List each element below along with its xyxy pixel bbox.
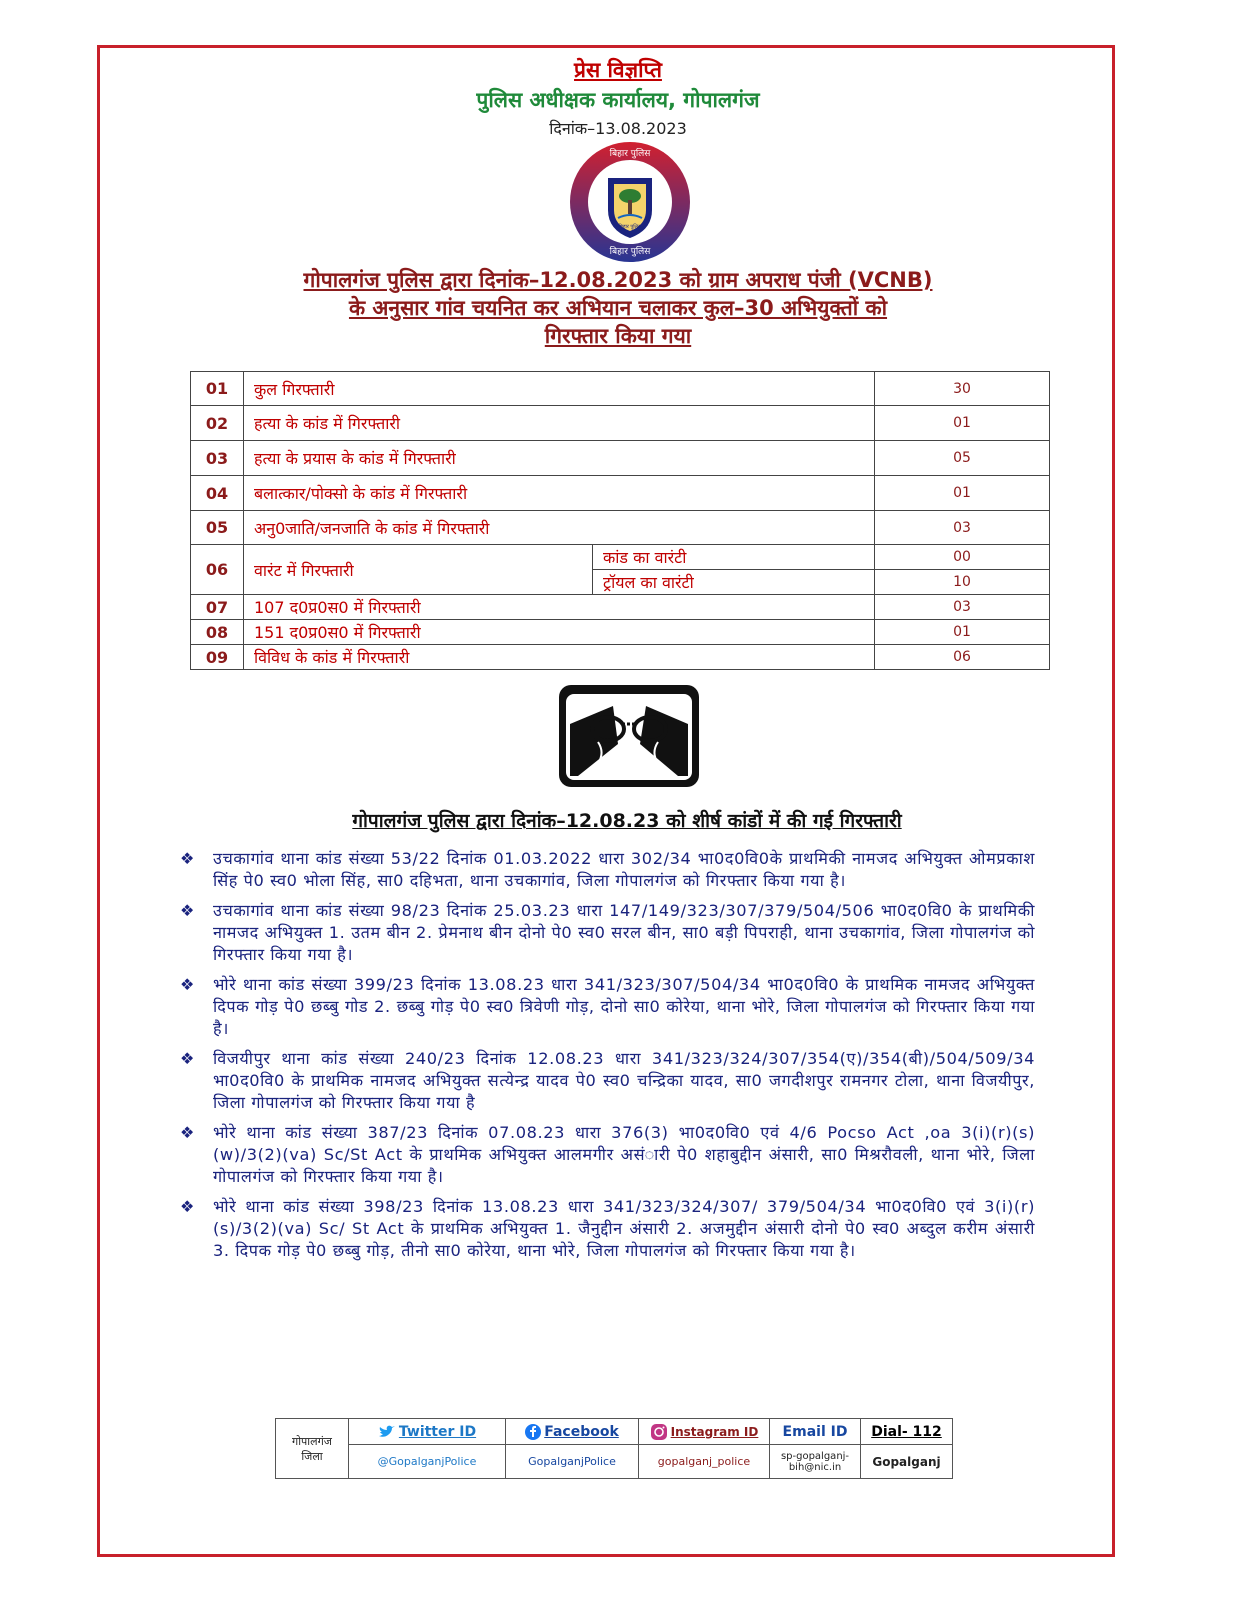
row-value: 03 [875,511,1050,545]
facebook-icon [525,1424,541,1440]
warrant-sub-value: 00 [875,545,1050,570]
warrant-sub-label: ट्रॉयल का वारंटी [593,570,875,595]
dial-label: Dial- 112 [871,1423,942,1440]
row-number: 05 [191,511,244,545]
row-label: हत्या के प्रयास के कांड में गिरफ्तारी [244,441,875,476]
list-item-text: भोरे थाना कांड संख्या 387/23 दिनांक 07.08.23 धारा 376(3) भा0द0वि0 एवं 4/6 Pocso Act ,oa 3(i)(r)(s)(w)/3(2)(va) Sc/St Act के प्राथमिक अभियुक्त आलमगीर असंारी पे0 शहाबुद्दीन अंसारी, सा0 मिश्ररौवली, थाना भोरे, जिला गोपालगंज को गिरफ्तार किया गया है। [213,1123,1035,1186]
warrant-sub-value: 10 [875,570,1050,595]
press-release-title: प्रेस विज्ञप्ति [574,58,662,82]
list-item [180,1122,1035,1188]
twitter-handle[interactable]: @GopalganjPolice [349,1445,506,1479]
row-number: 01 [191,372,244,406]
row-number: 09 [191,645,244,670]
list-item [180,900,1035,966]
district-line-1: गोपालगंज [292,1434,332,1448]
arrest-list [180,848,1035,1270]
instagram-link[interactable] [639,1419,770,1445]
email-label: Email ID [782,1423,848,1440]
list-item [180,974,1035,1040]
row-label: वारंट में गिरफ्तारी [244,545,593,595]
instagram-handle[interactable]: gopalganj_police [639,1445,770,1479]
table-row [191,372,1050,406]
row-number: 02 [191,406,244,441]
row-label: कुल गिरफ्तारी [244,372,875,406]
instagram-label: Instagram ID [670,1424,759,1439]
headline-line-2: के अनुसार गांव चयनित कर अभियान चलाकर कुल–30 अभियुक्तों को [348,296,888,320]
list-item-text: भोरे थाना कांड संख्या 398/23 दिनांक 13.08.23 धारा 341/323/324/307/ 379/504/34 भा0द0वि0 एवं 3(i)(r)(s)/3(2)(va) Sc/ St Act के प्राथमिक अभियुक्त 1. जैनुद्दीन अंसारी 2. अजमुद्दीन अंसारी दोनो पे0 स्व0 अब्दुल करीम अंसारी 3. दिपक गोड़ पे0 छब्बु गोड़, तीनो सा0 कोरेया, थाना भोरे, जिला गोपालगंज को गिरफ्तार किया गया है। [213,1197,1035,1260]
facebook-label: Facebook [544,1423,619,1440]
list-item [180,1196,1035,1262]
logo-inner-text: बिहार पुलिस [618,224,642,230]
headline-line-3: गिरफ्तार किया गया [544,324,692,348]
handcuffs-icon [558,684,700,788]
bullet-icon: ❖ [180,1123,195,1142]
twitter-label: Twitter ID [398,1423,477,1440]
office-name: पुलिस अधीक्षक कार्यालय, गोपालगंज [476,88,760,112]
row-label: 151 द0प्र0स0 में गिरफ्तारी [244,620,875,645]
section-title: गोपालगंज पुलिस द्वारा दिनांक–12.08.23 को शीर्ष कांडों में की गई गिरफ्तारी [352,810,902,832]
row-label: विविध के कांड में गिरफ्तारी [244,645,875,670]
row-number: 08 [191,620,244,645]
headline-line-1: गोपालगंज पुलिस द्वारा दिनांक–12.08.2023 को ग्राम अपराध पंजी (VCNB) [303,268,933,292]
dial-value[interactable]: Gopalganj [861,1445,953,1479]
row-number: 07 [191,595,244,620]
bullet-icon: ❖ [180,1197,195,1216]
table-row [191,406,1050,441]
bullet-icon: ❖ [180,901,195,920]
row-number: 03 [191,441,244,476]
email-link[interactable] [770,1419,861,1445]
list-item-text: उचकागांव थाना कांड संख्या 98/23 दिनांक 25.03.23 धारा 147/149/323/307/379/504/506 भा0द0वि0 के प्राथमिकी नामजद अभियुक्त 1. उतम बीन 2. प्रेमनाथ बीन दोनो पे0 स्व0 सरल बीन, सा0 बड़ी पिपराही, थाना उचकागांव, जिला गोपालगंज को गिरफ्तार किया गया है। [213,901,1035,964]
list-item-text: भोरे थाना कांड संख्या 399/23 दिनांक 13.08.23 धारा 341/323/307/504/34 भा0द0वि0 के प्राथमिक नामजद अभियुक्त दिपक गोड़ पे0 छब्बु गोड 2. छब्बु गोड़ पे0 स्व0 त्रिवेणी गोड़, दोनो सा0 कोरेया, थाना भोरे, जिला गोपालगंज को गिरफ्तार किया गया है। [213,975,1035,1038]
row-value: 03 [875,595,1050,620]
table-row [191,511,1050,545]
district-line-2: जिला [301,1449,323,1463]
row-label: बलात्कार/पोक्सो के कांड में गिरफ्तारी [244,476,875,511]
headline [260,266,976,350]
row-label: हत्या के कांड में गिरफ्तारी [244,406,875,441]
row-label: अनु0जाति/जनजाति के कांड में गिरफ्तारी [244,511,875,545]
footer-header-row [276,1419,953,1445]
table-row-warrant [191,545,1050,570]
row-number: 04 [191,476,244,511]
list-item [180,848,1035,892]
instagram-icon [650,1423,668,1441]
bullet-icon: ❖ [180,1049,195,1068]
facebook-handle[interactable]: GopalganjPolice [506,1445,639,1479]
table-row [191,595,1050,620]
warrant-sub-label: कांड का वारंटी [593,545,875,570]
facebook-link[interactable] [506,1419,639,1445]
list-item-text: विजयीपुर थाना कांड संख्या 240/23 दिनांक 12.08.23 धारा 341/323/324/307/354(ए)/354(बी)/504/509/34 भा0द0वि0 के प्राथमिक नामजद अभियुक्त सत्येन्द्र यादव पे0 स्व0 चन्द्रिका यादव, सा0 जगदीशपुर रामनगर टोला, थाना विजयीपुर, जिला गोपालगंज को गिरफ्तार किया गया है [213,1049,1035,1112]
table-row [191,476,1050,511]
row-value: 06 [875,645,1050,670]
bihar-police-emblem-icon [568,140,692,264]
row-label: 107 द0प्र0स0 में गिरफ्तारी [244,595,875,620]
row-value: 01 [875,476,1050,511]
dial-link[interactable] [861,1419,953,1445]
footer-value-row [276,1445,953,1479]
list-item-text: उचकागांव थाना कांड संख्या 53/22 दिनांक 01.03.2022 धारा 302/34 भा0द0वि0के प्राथमिकी नामजद अभियुक्त ओमप्रकाश सिंह पे0 स्व0 भोला सिंह, सा0 दहिभता, थाना उचकागांव, जिला गोपालगंज को गिरफ्तार किया गया है। [213,849,1035,890]
row-number: 06 [191,545,244,595]
table-row [191,441,1050,476]
contact-footer [275,1418,953,1479]
bullet-icon: ❖ [180,975,195,994]
twitter-link[interactable] [349,1419,506,1445]
logo-bottom-text: बिहार पुलिस [609,247,651,257]
table-row [191,620,1050,645]
row-value: 01 [875,406,1050,441]
bullet-icon: ❖ [180,849,195,868]
row-value: 30 [875,372,1050,406]
twitter-icon [378,1425,396,1439]
district-cell [276,1419,349,1479]
arrest-stats-table [190,371,1050,670]
table-row [191,645,1050,670]
list-item [180,1048,1035,1114]
email-address[interactable]: sp-gopalganj-bih@nic.in [770,1445,861,1479]
row-value: 01 [875,620,1050,645]
row-value: 05 [875,441,1050,476]
release-date: दिनांक–13.08.2023 [549,119,687,138]
logo-top-text: बिहार पुलिस [609,149,651,159]
